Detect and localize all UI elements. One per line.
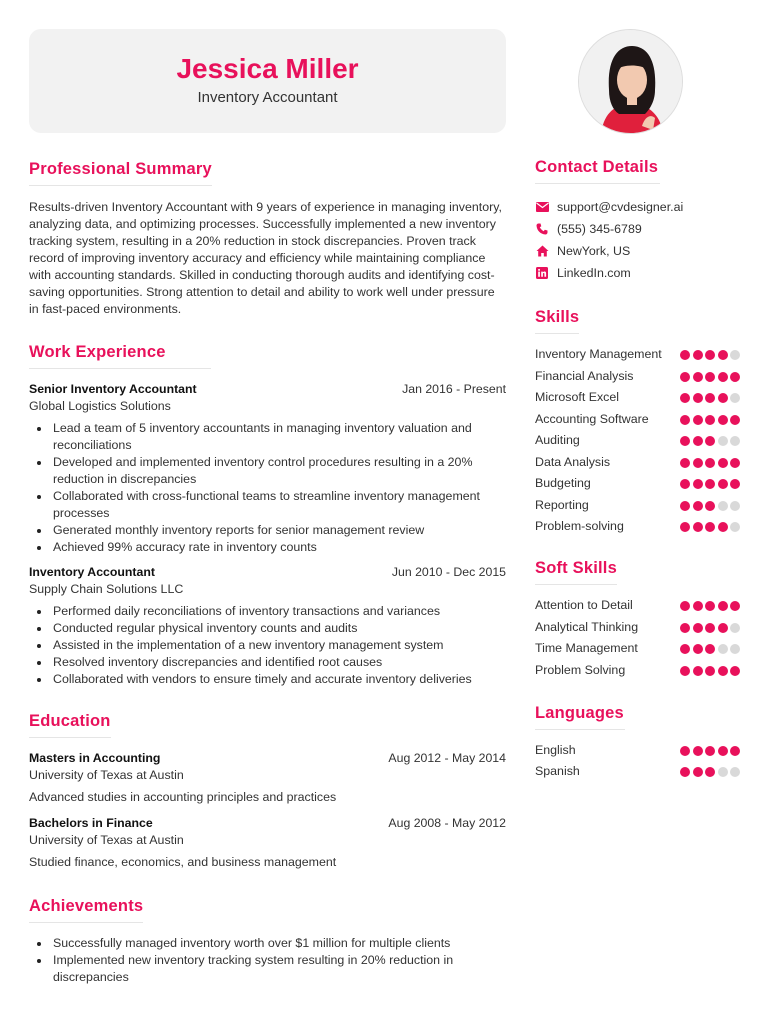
rating-dot-filled [705,479,715,489]
rating-dot-filled [730,372,740,382]
envelope-icon [535,200,549,214]
job-bullet: Lead a team of 5 inventory accountants in managing inventory valuation and reconciliations [29,420,506,454]
rating-dots [680,346,740,360]
skill-name: Budgeting [535,476,591,490]
rating-dot-filled [730,746,740,756]
job-bullet: Developed and implemented inventory control procedures resulting in a 20% reduction in discrepancies [29,454,506,488]
education-heading: Education [29,712,111,738]
education-dates: Aug 2012 - May 2014 [388,751,506,765]
contact-linkedin[interactable] [535,262,740,284]
rating-dot-filled [718,666,728,676]
rating-dot-filled [705,350,715,360]
skill-name: Reporting [535,497,589,512]
skill-row [535,742,740,759]
phone-text: (555) 345-6789 [557,222,642,236]
rating-dot-filled [705,623,715,633]
job-entry [29,381,506,556]
rating-dot-filled [680,372,690,382]
skill-name: Spanish [535,764,580,778]
skill-name: Attention to Detail [535,598,633,612]
skill-row [535,597,740,614]
education-description: Advanced studies in accounting principles and practices [29,790,337,804]
rating-dot-filled [680,746,690,756]
rating-dots [680,432,740,446]
rating-dot-filled [730,479,740,489]
rating-dot-filled [705,415,715,425]
contact-email[interactable] [535,196,740,218]
skill-row [535,518,740,535]
achievement-item: Implemented new inventory tracking system resulting in 20% reduction in discrepancies [29,952,506,986]
rating-dot-filled [705,501,715,511]
rating-dot-filled [693,623,703,633]
rating-dots [680,454,740,468]
rating-dot-filled [680,479,690,489]
rating-dots [680,411,740,425]
rating-dot-filled [705,372,715,382]
rating-dot-empty [718,501,728,511]
rating-dots [680,475,740,489]
rating-dot-empty [730,767,740,777]
rating-dot-filled [680,436,690,446]
skill-name: English [535,742,576,757]
job-bullet: Generated monthly inventory reports for senior management review [29,522,506,539]
skill-row [535,475,740,492]
achievements-heading: Achievements [29,897,143,923]
rating-dots [680,368,740,382]
rating-dot-filled [718,458,728,468]
rating-dot-filled [730,458,740,468]
rating-dot-filled [705,601,715,611]
job-bullet: Performed daily reconciliations of inventory transactions and variances [29,603,506,620]
skill-name: Accounting Software [535,411,649,426]
rating-dot-empty [718,436,728,446]
skill-row [535,368,740,385]
skill-name: Financial Analysis [535,368,634,383]
rating-dot-empty [730,522,740,532]
rating-dot-filled [693,350,703,360]
rating-dot-filled [693,522,703,532]
rating-dot-filled [718,623,728,633]
rating-dot-filled [705,746,715,756]
job-bullet: Conducted regular physical inventory counts and audits [29,620,506,637]
rating-dot-filled [705,522,715,532]
rating-dot-filled [693,479,703,489]
rating-dots [680,518,740,532]
rating-dot-filled [718,479,728,489]
languages-list [535,742,740,781]
rating-dot-filled [705,458,715,468]
candidate-title: Inventory Accountant [197,89,338,106]
rating-dot-filled [718,372,728,382]
skill-name: Auditing [535,433,580,447]
rating-dot-filled [718,601,728,611]
rating-dot-filled [718,522,728,532]
header-box [29,29,506,133]
job-company: Global Logistics Solutions [29,399,171,413]
skill-name: Analytical Thinking [535,619,639,634]
job-entry [29,564,506,688]
rating-dot-filled [730,601,740,611]
job-dates: Jun 2010 - Dec 2015 [391,565,506,579]
job-bullet: Assisted in the implementation of a new inventory management system [29,637,506,654]
skill-name: Data Analysis [535,454,611,469]
rating-dot-empty [730,644,740,654]
skill-name: Time Management [535,641,638,655]
rating-dot-filled [680,393,690,403]
rating-dot-filled [680,601,690,611]
rating-dot-filled [680,415,690,425]
skill-row [535,662,740,679]
education-dates: Aug 2008 - May 2012 [388,816,506,830]
rating-dot-filled [680,666,690,676]
contact-phone[interactable] [535,218,740,240]
rating-dots [680,640,740,654]
contact-location [535,240,740,262]
skill-name: Inventory Management [535,347,662,361]
skill-row [535,763,740,780]
soft-skills-heading: Soft Skills [535,559,617,585]
rating-dot-filled [680,501,690,511]
summary-text: Results-driven Inventory Accountant with 9 years of experience in managing inventory, analyzing data, and optimizing processes. Successfully implemented a new inventory tracking system, resulting in a 20% reduction in stock discrepancies. Proven track record of improving inventory accuracy and efficiency while maintaining compliance with accounting standards. Skilled in conducting thorough audits and identifying cost-saving opportunities. Strong attention to detail and ability to work well under pressure in fast-paced environments. [29,200,502,316]
rating-dot-filled [693,601,703,611]
rating-dot-empty [718,767,728,777]
job-role: Inventory Accountant [29,565,155,579]
work-heading: Work Experience [29,343,211,369]
rating-dot-filled [705,644,715,654]
rating-dot-filled [680,644,690,654]
rating-dots [680,389,740,403]
rating-dot-filled [705,767,715,777]
rating-dot-filled [693,436,703,446]
rating-dot-filled [705,666,715,676]
degree: Masters in Accounting [29,751,161,765]
school: University of Texas at Austin [29,768,184,782]
school: University of Texas at Austin [29,833,184,847]
job-bullet: Collaborated with vendors to ensure timely and accurate inventory deliveries [29,671,506,688]
skill-name: Microsoft Excel [535,390,619,404]
phone-icon [535,222,549,236]
rating-dot-empty [730,501,740,511]
skill-row [535,640,740,657]
rating-dot-filled [680,522,690,532]
rating-dot-filled [680,767,690,777]
degree: Bachelors in Finance [29,816,153,830]
rating-dot-filled [693,767,703,777]
rating-dot-filled [718,393,728,403]
rating-dot-filled [693,644,703,654]
job-dates: Jan 2016 - Present [402,382,506,396]
home-icon [535,244,549,258]
linkedin-text: LinkedIn.com [557,266,631,280]
skills-heading: Skills [535,308,579,334]
rating-dot-filled [705,393,715,403]
rating-dots [680,742,740,756]
rating-dots [680,619,740,633]
skill-row [535,411,740,428]
rating-dot-filled [718,746,728,756]
education-entry [29,750,506,806]
languages-heading: Languages [535,704,625,730]
achievement-item: Successfully managed inventory worth over $1 million for multiple clients [29,935,506,952]
skill-row [535,497,740,514]
rating-dot-filled [705,436,715,446]
job-bullet: Achieved 99% accuracy rate in inventory counts [29,539,506,556]
email-text: support@cvdesigner.ai [557,200,684,214]
skill-row [535,454,740,471]
education-entry [29,815,506,871]
rating-dot-filled [718,415,728,425]
rating-dot-filled [693,372,703,382]
rating-dot-filled [680,623,690,633]
linkedin-icon [535,266,549,280]
skills-list [535,346,740,535]
skill-row [535,619,740,636]
skill-row [535,346,740,363]
job-company: Supply Chain Solutions LLC [29,582,184,596]
rating-dots [680,597,740,611]
rating-dot-empty [730,623,740,633]
rating-dot-empty [730,393,740,403]
skill-name: Problem Solving [535,662,626,677]
rating-dots [680,763,740,777]
rating-dot-empty [730,350,740,360]
soft-skills-list [535,597,740,679]
job-role: Senior Inventory Accountant [29,382,197,396]
rating-dot-filled [693,393,703,403]
rating-dot-filled [730,415,740,425]
rating-dot-filled [680,350,690,360]
rating-dot-filled [718,350,728,360]
rating-dot-empty [718,644,728,654]
rating-dot-filled [680,458,690,468]
right-column [535,158,740,785]
profile-photo [578,29,683,134]
job-bullet: Collaborated with cross-functional teams to streamline inventory management processes [29,488,506,522]
rating-dot-empty [730,436,740,446]
rating-dot-filled [693,415,703,425]
job-bullet: Resolved inventory discrepancies and identified root causes [29,654,506,671]
candidate-name: Jessica Miller [176,53,359,84]
skill-row [535,389,740,406]
rating-dot-filled [693,746,703,756]
rating-dots [680,662,740,676]
location-text: NewYork, US [557,244,631,258]
rating-dot-filled [693,458,703,468]
contact-heading: Contact Details [535,158,660,184]
education-description: Studied finance, economics, and business management [29,855,337,869]
rating-dot-filled [730,666,740,676]
rating-dot-filled [693,666,703,676]
rating-dots [680,497,740,511]
skill-row [535,432,740,449]
rating-dot-filled [693,501,703,511]
skill-name: Problem-solving [535,519,624,533]
left-column [29,160,506,986]
summary-heading: Professional Summary [29,160,212,186]
